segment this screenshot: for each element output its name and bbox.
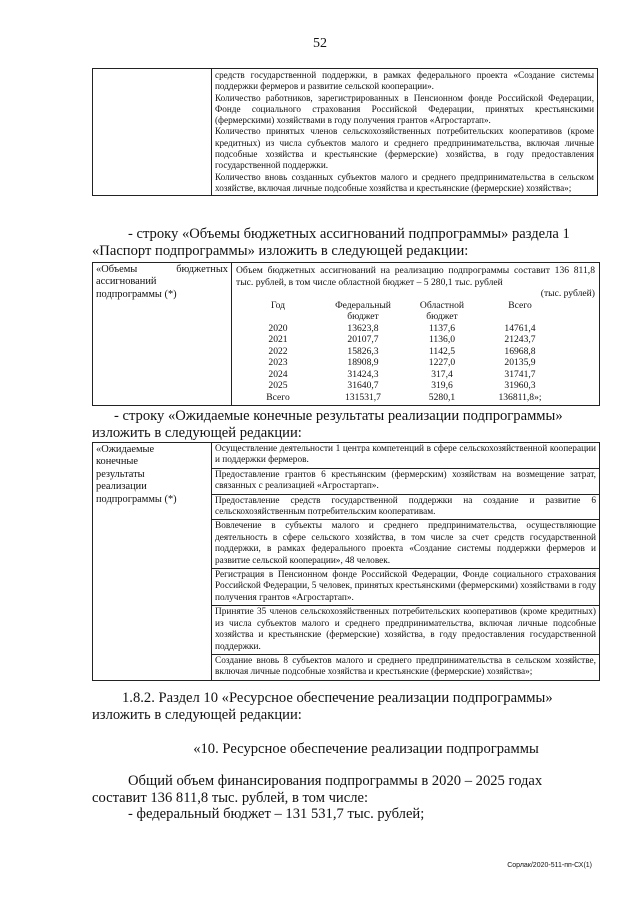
finance-cell: 2022 (268, 345, 288, 357)
finance-cell: 31960,3 (504, 380, 536, 391)
finance-cell: 18908,9 (347, 357, 379, 368)
finance-cell: 20135,9 (504, 357, 536, 368)
result-item: Регистрация в Пенсионном фонде Российской Федерации, Фонде социального страхования Российской Федерации, 5 человек, принятых крестьянскими (фермерскими) хозяйствами в году получения грантов «Агростартап». (212, 568, 599, 605)
table1-paragraph: Количество вновь созданных субъектов малого и среднего предпринимательства в сельском хозяйстве, включая личные подсобные хозяйства и крестьянские (фермерские) хозяйства»; (215, 171, 594, 193)
results-table-continued (92, 68, 598, 196)
paragraph-results-amendment: - строку «Ожидаемые конечные результаты реализации подпрограммы» изложить в следующей редакции: (92, 408, 563, 441)
budget-table-left-cell (93, 263, 232, 406)
finance-header-cell: Областной бюджет (419, 299, 465, 322)
finance-row (236, 369, 595, 381)
result-item: Принятие 35 членов сельскохозяйственных потребительских кооперативов (кроме кредитных) из числа субъектов малого и среднего предпринимательства, включая личные подсобные хозяйства и крестьянские (фермерские) хозяйства, в году предоставления государственной поддержки. (212, 605, 599, 654)
finance-cell: 31640,7 (347, 380, 379, 391)
finance-cell: 1227,0 (428, 357, 456, 368)
left-cell-line: реализации (96, 481, 147, 493)
result-item: Предоставление средств государственной поддержки на создание и развитие 6 сельскохозяйственным потребительским кооперативам. (212, 494, 599, 520)
finance-cell: 31741,7 (504, 368, 536, 380)
paragraph-line: «Паспорт подпрограммы» изложить в следующей редакции: (92, 243, 469, 259)
table1-paragraph: Количество принятых членов сельскохозяйственных потребительских кооперативов (кроме кредитных) из числа субъектов малого и среднего предпринимательства, включая личные подсобные хозяйства и крестьянские (фермерские) хозяйства, в году предоставления государственной поддержки. (215, 126, 594, 171)
left-cell-line (96, 264, 228, 276)
finance-cell: 1136,0 (428, 334, 456, 345)
finance-cell: 31424,3 (347, 368, 379, 380)
left-cell-line: ассигнований (96, 276, 157, 288)
budget-table (92, 262, 600, 406)
finance-cell: 2023 (268, 357, 288, 368)
table1-left-cell (93, 69, 212, 196)
budget-intro-text: Объем бюджетных ассигнований на реализацию подпрограммы составит 136 811,8 тыс. рублей, в том числе областной бюджет – 5 280,1 тыс. рублей (236, 265, 595, 288)
finance-cell: 5280,1 (428, 391, 456, 403)
result-item: Предоставление грантов 6 крестьянским (фермерским) хозяйствам на возмещение затрат, связанных с реализацией «Агростартап». (212, 468, 599, 494)
left-cell-word: бюджетных (176, 264, 228, 275)
result-item: Вовлечение в субъекты малого и среднего предпринимательства, осуществляющие деятельность в сфере сельского хозяйства, в том числе за счет средств государственной поддержки, в рамках федерального проекта «Создание системы поддержки фермеров и развитие сельской кооперации», 48 человек. (212, 519, 599, 568)
finance-row (236, 357, 595, 369)
left-cell-line: конечные (96, 456, 139, 468)
finance-cell: 2024 (268, 368, 288, 380)
finance-cell: 131531,7 (345, 391, 381, 403)
finance-header-cell: Год (270, 299, 286, 311)
finance-row (236, 334, 595, 346)
table1-right-cell (212, 69, 598, 196)
finance-cell: 317,4 (431, 368, 453, 380)
left-cell-line: «Ожидаемые (96, 444, 155, 455)
finance-cell: 16968,8 (504, 345, 536, 357)
finance-cell: 2021 (268, 334, 288, 345)
document-code: Сорлак/2020-511-пп-СХ(1) (507, 862, 592, 869)
finance-row (236, 380, 595, 392)
table1-paragraph: средств государственной поддержки, в рамках федерального проекта «Создание системы поддержки фермеров и развитие сельской кооперации». (215, 70, 594, 92)
paragraph-federal-budget: - федеральный бюджет – 131 531,7 тыс. рублей; (128, 806, 425, 822)
paragraph-section-10-amendment: 1.8.2. Раздел 10 «Ресурсное обеспечение реализации подпрограммы» изложить в следующей редакции: (92, 690, 553, 723)
finance-cell: 136811,8»; (498, 391, 542, 403)
finance-row (236, 346, 595, 358)
finance-cell: 15826,3 (347, 345, 379, 357)
results-table-right-cell (212, 443, 600, 681)
finance-header-row (236, 300, 595, 323)
paragraph-budget-amendment (92, 226, 600, 260)
paragraph-line: - строку «Объемы бюджетных ассигнований подпрограммы» раздела 1 (128, 226, 570, 242)
page-number: 52 (313, 36, 327, 51)
result-item: Создание вновь 8 субъектов малого и среднего предпринимательства в сельском хозяйстве, включая личные подсобные хозяйства и крестьянские (фермерские) хозяйства»; (212, 654, 599, 680)
expected-results-table (92, 442, 600, 681)
table1-paragraph: Количество работников, зарегистрированных в Пенсионном фонде Российской Федерации, Фонде социального страхования Российской Федерации, принятых крестьянскими (фермерскими) хозяйствами в году получения грантов «Агростартап». (215, 92, 594, 126)
finance-total-row (236, 392, 595, 404)
finance-header-cell: Всего (508, 299, 532, 311)
finance-cell: 2025 (268, 380, 288, 391)
finance-cell: 13623,8 (347, 322, 379, 334)
paragraph-total-financing: Общий объем финансирования подпрограммы в 2020 – 2025 годах составит 136 811,8 тыс. рублей, в том числе: (92, 773, 543, 806)
finance-cell: 20107,7 (347, 334, 379, 345)
budget-table-right-cell (232, 263, 600, 406)
budget-unit: (тыс. рублей) (540, 288, 595, 299)
finance-cell: 1142,5 (428, 345, 456, 357)
finance-cell: 2020 (268, 322, 288, 334)
left-cell-line: подпрограммы (*) (96, 493, 177, 505)
finance-cell: 21243,7 (504, 334, 536, 345)
left-cell-word: «Объемы (96, 264, 138, 275)
finance-cell: 1137,6 (428, 322, 456, 334)
finance-row (236, 323, 595, 335)
finance-cell: 319,6 (431, 380, 453, 391)
finance-cell: Всего (266, 391, 290, 403)
left-cell-line: подпрограммы (*) (96, 288, 177, 300)
finance-cell: 14761,4 (504, 322, 536, 334)
finance-header-cell: Федеральный бюджет (335, 299, 391, 322)
result-item: Осуществление деятельности 1 центра компетенций в сфере сельскохозяйственной кооперации и поддержки фермеров. (215, 444, 596, 466)
left-cell-line: результаты (96, 468, 145, 480)
results-table-left-cell (93, 443, 212, 681)
section-heading: «10. Ресурсное обеспечение реализации подпрограммы (193, 741, 539, 757)
